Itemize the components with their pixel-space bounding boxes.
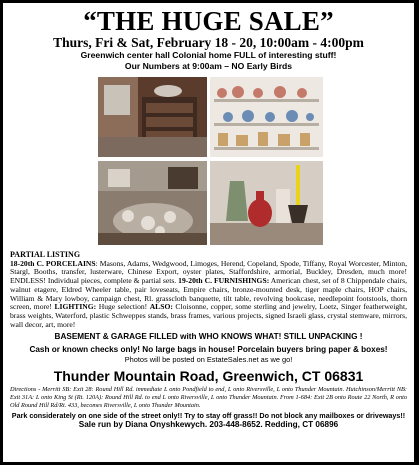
cluttered-room-photo bbox=[98, 161, 207, 245]
also-label: ALSO: bbox=[149, 302, 173, 312]
photos-note: Photos will be posted on EstateSales.net as we go! bbox=[124, 355, 293, 365]
sale-dates: Thurs, Fri & Sat, February 18 - 20, 10:00am - 4:00pm bbox=[53, 35, 364, 50]
listing-body bbox=[10, 260, 407, 330]
furnishings-label: 19-20th C. FURNISHINGS: bbox=[178, 276, 270, 286]
directions: Directions - Merritt SB: Exit 28: Round Hill Rd. immediate L onto Pondfield to end, L onto Riversville, L onto Thunder Mountain. Hutchinson/Merritt NB: Exit 31A: L onto King St (Rt. 120A): Round Hill Rd. to end L onto Riversville, L onto Thunder Mountain. From 1-684: Exit 2B onto Route 22 North, R onto Old Round Hill Rd/Rt. 433, becomes Riversville, L onto Thunder Mountain. bbox=[10, 386, 407, 409]
furnishings-text: American chest, set of 8 Chippendale chairs, walnut etagere, Eldred Wheeler table, pair loveseats, Empire chairs, bronze-mounted desk, tiger maple chairs, HOP chairs, William & Mary lowboy, campaign chest, Rl. grasscloth banquette, tilt table, revolving bookcase, needlepoint footstools, thorn screen, more! bbox=[10, 276, 408, 312]
sale-run-by: Sale run by Diana Onyshkewych. 203-448-8652. Redding, CT 06896 bbox=[78, 420, 339, 430]
partial-listing bbox=[3, 251, 414, 329]
lighting-label: LIGHTING: bbox=[54, 302, 97, 312]
numbers-note: Our Numbers at 9:00am – NO Early Birds bbox=[124, 61, 293, 71]
porcelains-text: : Masons, Adams, Wedgwood, Limoges, Herend, Copeland, Spode, Tiffany, Royal Worcester, Minton, Stargl, Booths, transfer, lusterware, Chinese Export, oyster plates, Staffordshire, armorial, Buckley, Dresden, much more! ENDLESS! Individual pieces, complete & partial sets. bbox=[10, 258, 407, 286]
china-shelves-photo bbox=[210, 77, 323, 157]
sale-flyer bbox=[3, 3, 414, 462]
cash-note: Cash or known checks only! No large bags in house! Porcelain buyers bring paper & boxes! bbox=[29, 345, 388, 355]
parking-note: Park considerately on one side of the street only!! Try to stay off grass!! Do not block any mailboxes or driveways!! bbox=[11, 411, 406, 421]
subtitle: Greenwich center hall Colonial home FULL of interesting stuff! bbox=[80, 50, 337, 60]
flyer-title: “THE HUGE SALE” bbox=[83, 6, 334, 36]
room-with-chest-photo bbox=[98, 77, 207, 157]
porcelains-label: 18-20th C. PORCELAINS bbox=[10, 258, 96, 268]
sale-address: Thunder Mountain Road, Greenwich, CT 06831 bbox=[53, 368, 364, 385]
basement-note: BASEMENT & GARAGE FILLED with WHO KNOWS WHAT! STILL UNPACKING ! bbox=[54, 332, 363, 342]
also-text: Cloisonne, copper, some sterling and jewelry, Loetz, Singer featherweight, brass weights, Waterford, plastic Schweppes stands, brass frames, various projects, signed Israeli glass, crystal stemware, mirrors, wall decor, art, more! bbox=[10, 302, 407, 329]
photo-grid bbox=[3, 74, 414, 248]
lighting-text: Huge selection! bbox=[96, 302, 150, 312]
listing-heading: PARTIAL LISTING bbox=[10, 250, 81, 259]
vases-and-lamps-photo bbox=[210, 161, 323, 245]
